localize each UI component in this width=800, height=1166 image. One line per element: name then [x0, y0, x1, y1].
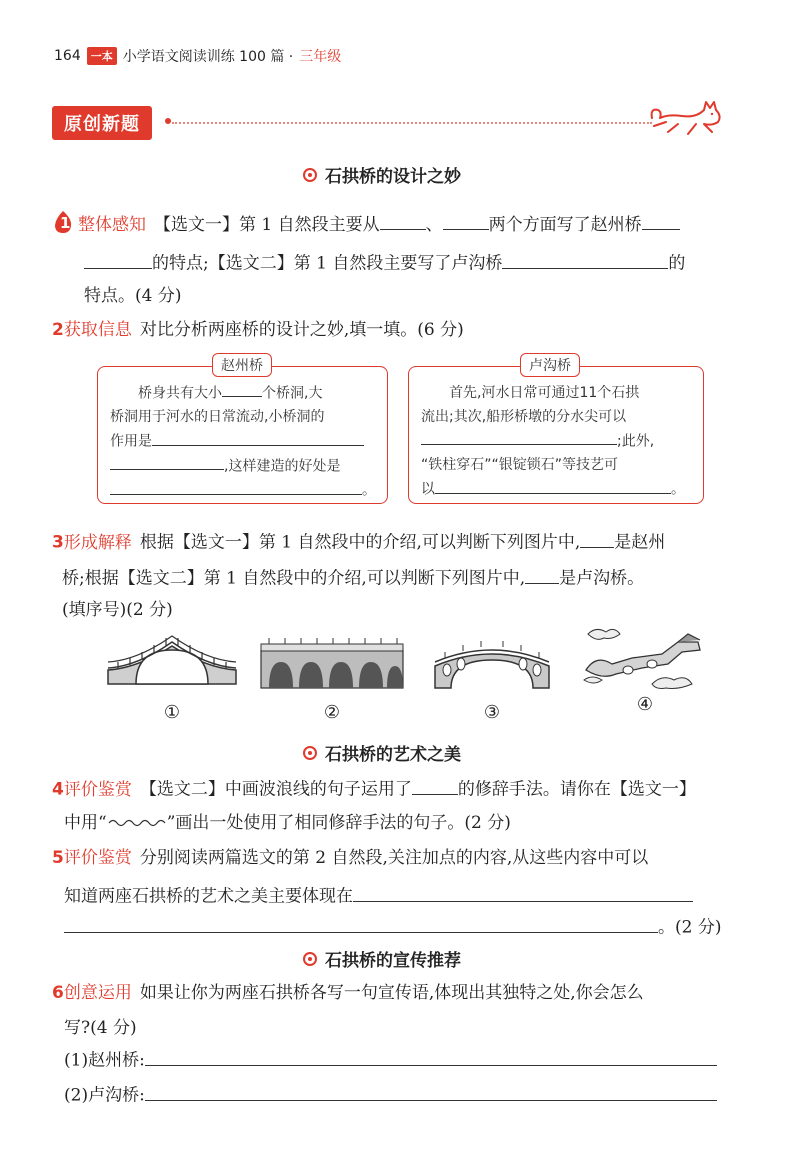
q5-blank-2[interactable]: [64, 913, 658, 933]
q6-tag: 创意运用: [63, 983, 132, 1003]
q6-blank-1[interactable]: [145, 1046, 717, 1066]
wavy-underline-icon: [107, 817, 167, 829]
q3-tag: 形成解释: [63, 532, 132, 553]
card1-blank-2[interactable]: [152, 429, 364, 445]
figure-2: [258, 632, 406, 723]
q4-tag: 评价鉴赏: [63, 779, 132, 800]
question-4-line-1: 4评价鉴赏 【选文二】中画波浪线的句子运用了 的修辞手法。请你在【选文一】: [52, 775, 696, 802]
q6-number: 6: [52, 983, 64, 1003]
section-banner: 原创新题: [52, 106, 152, 140]
book-logo: 一本: [87, 47, 117, 65]
q4-blank-1[interactable]: [412, 775, 458, 795]
book-title: 小学语文阅读训练 100 篇 ·: [122, 49, 294, 65]
card-zhaozhou-title: 赵州桥: [212, 353, 272, 377]
question-1-line-1: 1 整体感知 【选文一】第 1 自然段主要从 、 两个方面写了赵州桥: [52, 210, 680, 237]
q5-number: 5: [52, 848, 64, 868]
question-6-answer-1: (1)赵州桥:: [64, 1046, 717, 1073]
target-icon: [303, 952, 317, 966]
q3-blank-1[interactable]: [580, 528, 614, 548]
q1-blank-1[interactable]: [380, 210, 426, 230]
q1-blank-3b[interactable]: [84, 249, 152, 269]
figure-3: [432, 632, 552, 723]
bridge-1-image: [106, 632, 238, 692]
card2-blank-2[interactable]: [435, 477, 671, 493]
question-6-answer-2: (2)卢沟桥:: [64, 1081, 717, 1108]
section-heading-art: 石拱桥的艺术之美: [303, 740, 461, 765]
target-icon: [303, 746, 317, 760]
q5-tag: 评价鉴赏: [63, 848, 132, 868]
q1-blank-4[interactable]: [502, 249, 668, 269]
q6-blank-2[interactable]: [145, 1081, 717, 1101]
q5-blank-1[interactable]: [353, 882, 693, 902]
question-5-line-2: 知道两座石拱桥的艺术之美主要体现在: [64, 882, 693, 909]
card2-blank-1[interactable]: [421, 429, 617, 445]
question-1-line-2: 的特点;【选文二】第 1 自然段主要写了卢沟桥 的: [84, 249, 685, 276]
question-2-line-1: 2获取信息 对比分析两座桥的设计之妙,填一填。(6 分): [52, 320, 464, 340]
section-heading-design: 石拱桥的设计之妙: [303, 162, 461, 187]
cat-icon: [648, 96, 728, 138]
q1-number: 1: [60, 214, 71, 232]
banner-dotted-line: [172, 122, 652, 124]
figure-3-label: ③: [483, 702, 501, 723]
figure-4: [580, 624, 710, 715]
grade-label: 三年级: [299, 49, 342, 65]
card-lugou: 首先,河水日常可通过11个石拱 流出;其次,船形桥墩的分水尖可以 ;此外, “铁柱穿石”“银锭锁石”等技艺可 以 。: [408, 366, 704, 504]
question-3-line-3: (填序号)(2 分): [62, 600, 173, 620]
question-3-line-1: 3形成解释 根据【选文一】第 1 自然段中的介绍,可以判断下列图片中, 是赵州: [52, 528, 665, 555]
q3-blank-2[interactable]: [525, 564, 559, 584]
question-3-line-2: 桥;根据【选文二】第 1 自然段中的介绍,可以判断下列图片中, 是卢沟桥。: [62, 564, 644, 591]
section-heading-promo: 石拱桥的宣传推荐: [303, 946, 461, 971]
q3-number: 3: [52, 532, 64, 553]
q2-number: 2: [52, 320, 64, 340]
q4-number: 4: [52, 779, 64, 800]
question-6-line-1: 6创意运用 如果让你为两座石拱桥各写一句宣传语,体现出其独特之处,你会怎么: [52, 983, 644, 1003]
question-5-line-1: 5评价鉴赏 分别阅读两篇选文的第 2 自然段,关注加点的内容,从这些内容中可以: [52, 848, 649, 868]
q1-blank-2[interactable]: [443, 210, 489, 230]
question-6-line-2: 写?(4 分): [64, 1018, 137, 1038]
card-lugou-title: 卢沟桥: [520, 353, 580, 377]
question-5-line-3: 。(2 分): [64, 913, 721, 940]
target-icon: [303, 168, 317, 182]
card1-blank-4[interactable]: [110, 478, 362, 494]
figure-1: [104, 632, 240, 723]
q1-tag: 整体感知: [78, 215, 146, 235]
card1-blank-3[interactable]: [110, 454, 224, 470]
bridge-2-image: [259, 632, 405, 692]
card1-blank-1[interactable]: [222, 381, 262, 397]
figure-1-label: ①: [163, 702, 181, 723]
question-1-line-3: 特点。(4 分): [84, 286, 182, 306]
bridge-3-image: [433, 632, 551, 692]
q2-tag: 获取信息: [63, 320, 132, 340]
bridge-4-image: [582, 624, 708, 692]
question-4-line-2: 中用“ ”画出一处使用了相同修辞手法的句子。(2 分): [64, 813, 511, 833]
card-zhaozhou: 桥身共有大小 个桥洞,大 桥洞用于河水的日常流动,小桥洞的 作用是 ,这样建造的好处是 。: [97, 366, 388, 504]
banner-dot: [165, 118, 171, 124]
q1-blank-3a[interactable]: [642, 210, 680, 230]
page-header: [54, 46, 341, 66]
figure-4-label: ④: [636, 694, 654, 715]
page-number: 164: [54, 48, 81, 64]
figure-2-label: ②: [323, 702, 341, 723]
